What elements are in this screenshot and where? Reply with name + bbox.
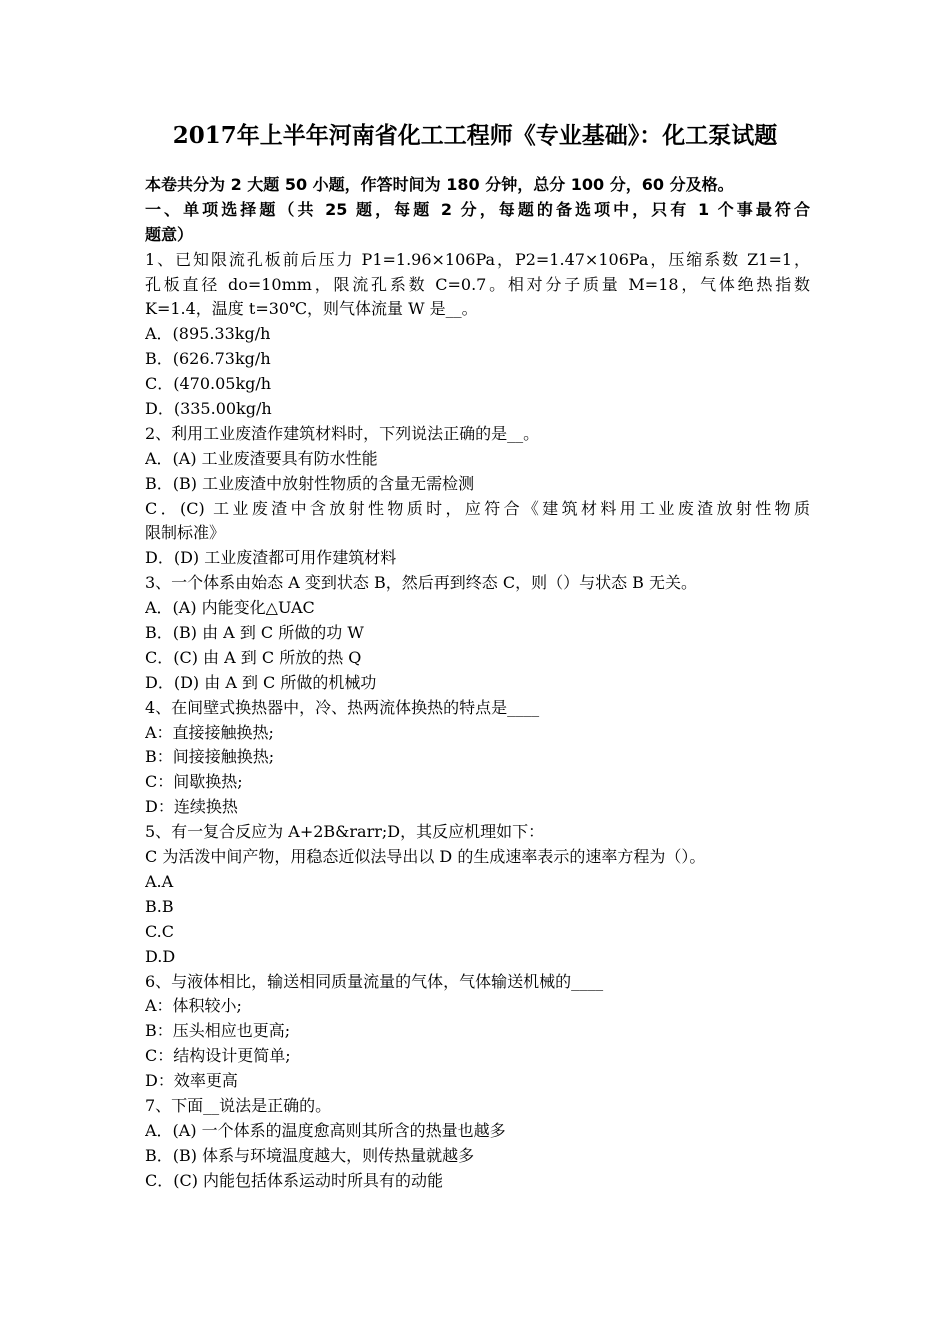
text-line: C 为活泼中间产物，用稳态近似法导出以 D 的生成速率表示的速率方程为（）。 <box>145 847 706 867</box>
text-line: C．(470.05kg/h <box>145 374 272 394</box>
text-line: D：效率更高 <box>145 1071 238 1091</box>
text-line: A．(895.33kg/h <box>145 324 271 344</box>
text-line: B：压头相应也更高; <box>145 1021 291 1041</box>
text-line: A：直接接触换热; <box>145 722 274 742</box>
text-line: K=1.4，温度 t=30℃，则气体流量 W 是__。 <box>145 299 478 319</box>
text-line: A．(A) 一个体系的温度愈高则其所含的热量也越多 <box>145 1120 506 1140</box>
document-body <box>145 173 810 1194</box>
text-line: 2、利用工业废渣作建筑材料时，下列说法正确的是__。 <box>145 423 540 443</box>
text-line: 7、下面__说法是正确的。 <box>145 1095 332 1115</box>
text-line: D．(D) 工业废渣都可用作建筑材料 <box>145 548 397 568</box>
text-line: B.B <box>145 896 174 916</box>
text-line: A：体积较小; <box>145 996 242 1016</box>
text-line: C．(C) 由 A 到 C 所放的热 Q <box>145 647 362 667</box>
text-line: 5、有一复合反应为 A+2B&rarr;D，其反应机理如下： <box>145 822 545 842</box>
text-line: 本卷共分为 2 大题 50 小题，作答时间为 180 分钟，总分 100 分，60 分及格。 <box>145 175 734 194</box>
text-line: D：连续换热 <box>145 797 238 817</box>
text-line: 3、一个体系由始态 A 变到状态 B，然后再到终态 C，则（）与状态 B 无关。 <box>145 573 698 593</box>
text-line: C．(C) 内能包括体系运动时所具有的动能 <box>145 1170 444 1190</box>
text-line: C：间歇换热; <box>145 772 243 792</box>
text-line: A．(A) 工业废渣要具有防水性能 <box>145 448 378 468</box>
document-title: 2017年上半年河南省化工工程师《专业基础》：化工泵试题 <box>172 122 778 149</box>
text-line: B．(B) 体系与环境温度越大，则传热量就越多 <box>145 1145 475 1165</box>
text-line: C：结构设计更简单; <box>145 1046 291 1066</box>
text-line: A．(A) 内能变化△UAC <box>145 598 315 618</box>
text-line: 6、与液体相比，输送相同质量流量的气体，气体输送机械的____ <box>145 971 604 991</box>
text-line: C．(C) 工业废渣中含放射性物质时，应符合《建筑材料用工业废渣放射性物质 <box>145 498 810 518</box>
text-line: B．(B) 工业废渣中放射性物质的含量无需检测 <box>145 473 475 493</box>
text-line: D.D <box>145 946 176 966</box>
text-line: 一、单项选择题（共 25 题，每题 2 分，每题的备选项中，只有 1 个事最符合 <box>145 199 810 219</box>
text-line: 孔板直径 do=10mm，限流孔系数 C=0.7。相对分子质量 M=18，气体绝热指数 <box>145 274 810 294</box>
text-line: B：间接接触换热; <box>145 747 275 767</box>
text-line: B．(626.73kg/h <box>145 349 271 369</box>
text-line: D．(D) 由 A 到 C 所做的机械功 <box>145 672 377 692</box>
text-line: 限制标准》 <box>145 523 226 543</box>
text-line: 题意） <box>145 224 194 244</box>
text-line: A.A <box>145 871 174 891</box>
text-line: 1、已知限流孔板前后压力 P1=1.96×106Pa，P2=1.47×106Pa，压缩系数 Z1=1， <box>145 249 810 269</box>
text-line: B．(B) 由 A 到 C 所做的功 W <box>145 623 364 643</box>
text-line: C.C <box>145 921 174 941</box>
text-line: 4、在间壁式换热器中，冷、热两流体换热的特点是____ <box>145 697 540 717</box>
text-line: D．(335.00kg/h <box>145 399 272 419</box>
